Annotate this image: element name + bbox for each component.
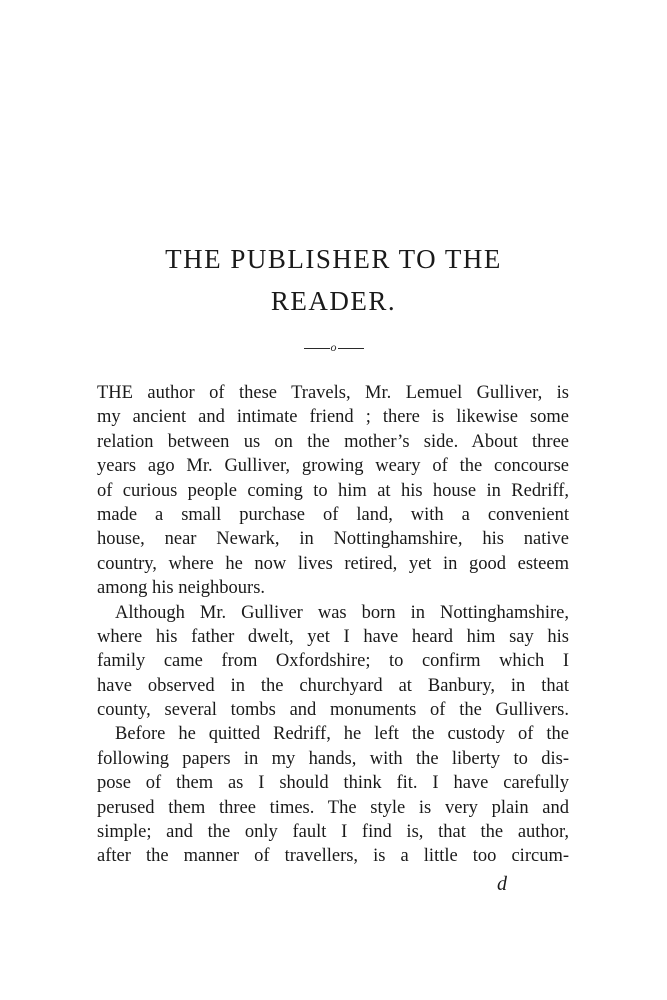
text-line: pose of them as I should think fit. I have carefully: [97, 773, 569, 794]
text-line: country, where he now lives retired, yet in good esteem: [97, 553, 569, 574]
text-line: my ancient and intimate friend ; there is likewise some: [97, 407, 569, 428]
ornament-rule-right: [338, 348, 364, 349]
text-line: made a small purchase of land, with a convenient: [97, 504, 569, 525]
page-title-line-1: THE PUBLISHER TO THE: [165, 244, 502, 274]
text-line: house, near Newark, in Nottinghamshire, his native: [97, 529, 569, 550]
text-line: years ago Mr. Gulliver, growing weary of the concourse: [97, 456, 569, 477]
ornament-mark: o: [330, 340, 337, 354]
body-text: [97, 381, 569, 869]
text-line: among his neighbours.: [97, 578, 266, 599]
text-line: where his father dwelt, yet I have heard him say his: [97, 626, 569, 647]
text-line: after the manner of travellers, is a little too circum-: [97, 846, 569, 867]
text-line: simple; and the only fault I find is, that the author,: [97, 822, 569, 843]
text-line: perused them three times. The style is very plain and: [97, 797, 569, 818]
page-title-line-2: READER.: [270, 286, 397, 316]
text-line: county, several tombs and monuments of the Gullivers.: [97, 700, 569, 721]
text-line: of curious people coming to him at his house in Redriff,: [97, 480, 569, 501]
text-line: have observed in the churchyard at Banbury, in that: [97, 675, 569, 696]
text-line: following papers in my hands, with the liberty to dis-: [97, 748, 569, 769]
ornament-divider: [0, 340, 667, 355]
text-line: Before he quitted Redriff, he left the custody of the: [115, 724, 569, 745]
text-line: relation between us on the mother’s side. About three: [97, 431, 569, 452]
text-line: THE author of these Travels, Mr. Lemuel Gulliver, is: [97, 383, 569, 403]
text-line: family came from Oxfordshire; to confirm which I: [97, 651, 569, 672]
text-line: Although Mr. Gulliver was born in Nottinghamshire,: [115, 602, 569, 623]
ornament-rule-left: [304, 348, 330, 349]
signature-mark: d: [497, 873, 507, 895]
